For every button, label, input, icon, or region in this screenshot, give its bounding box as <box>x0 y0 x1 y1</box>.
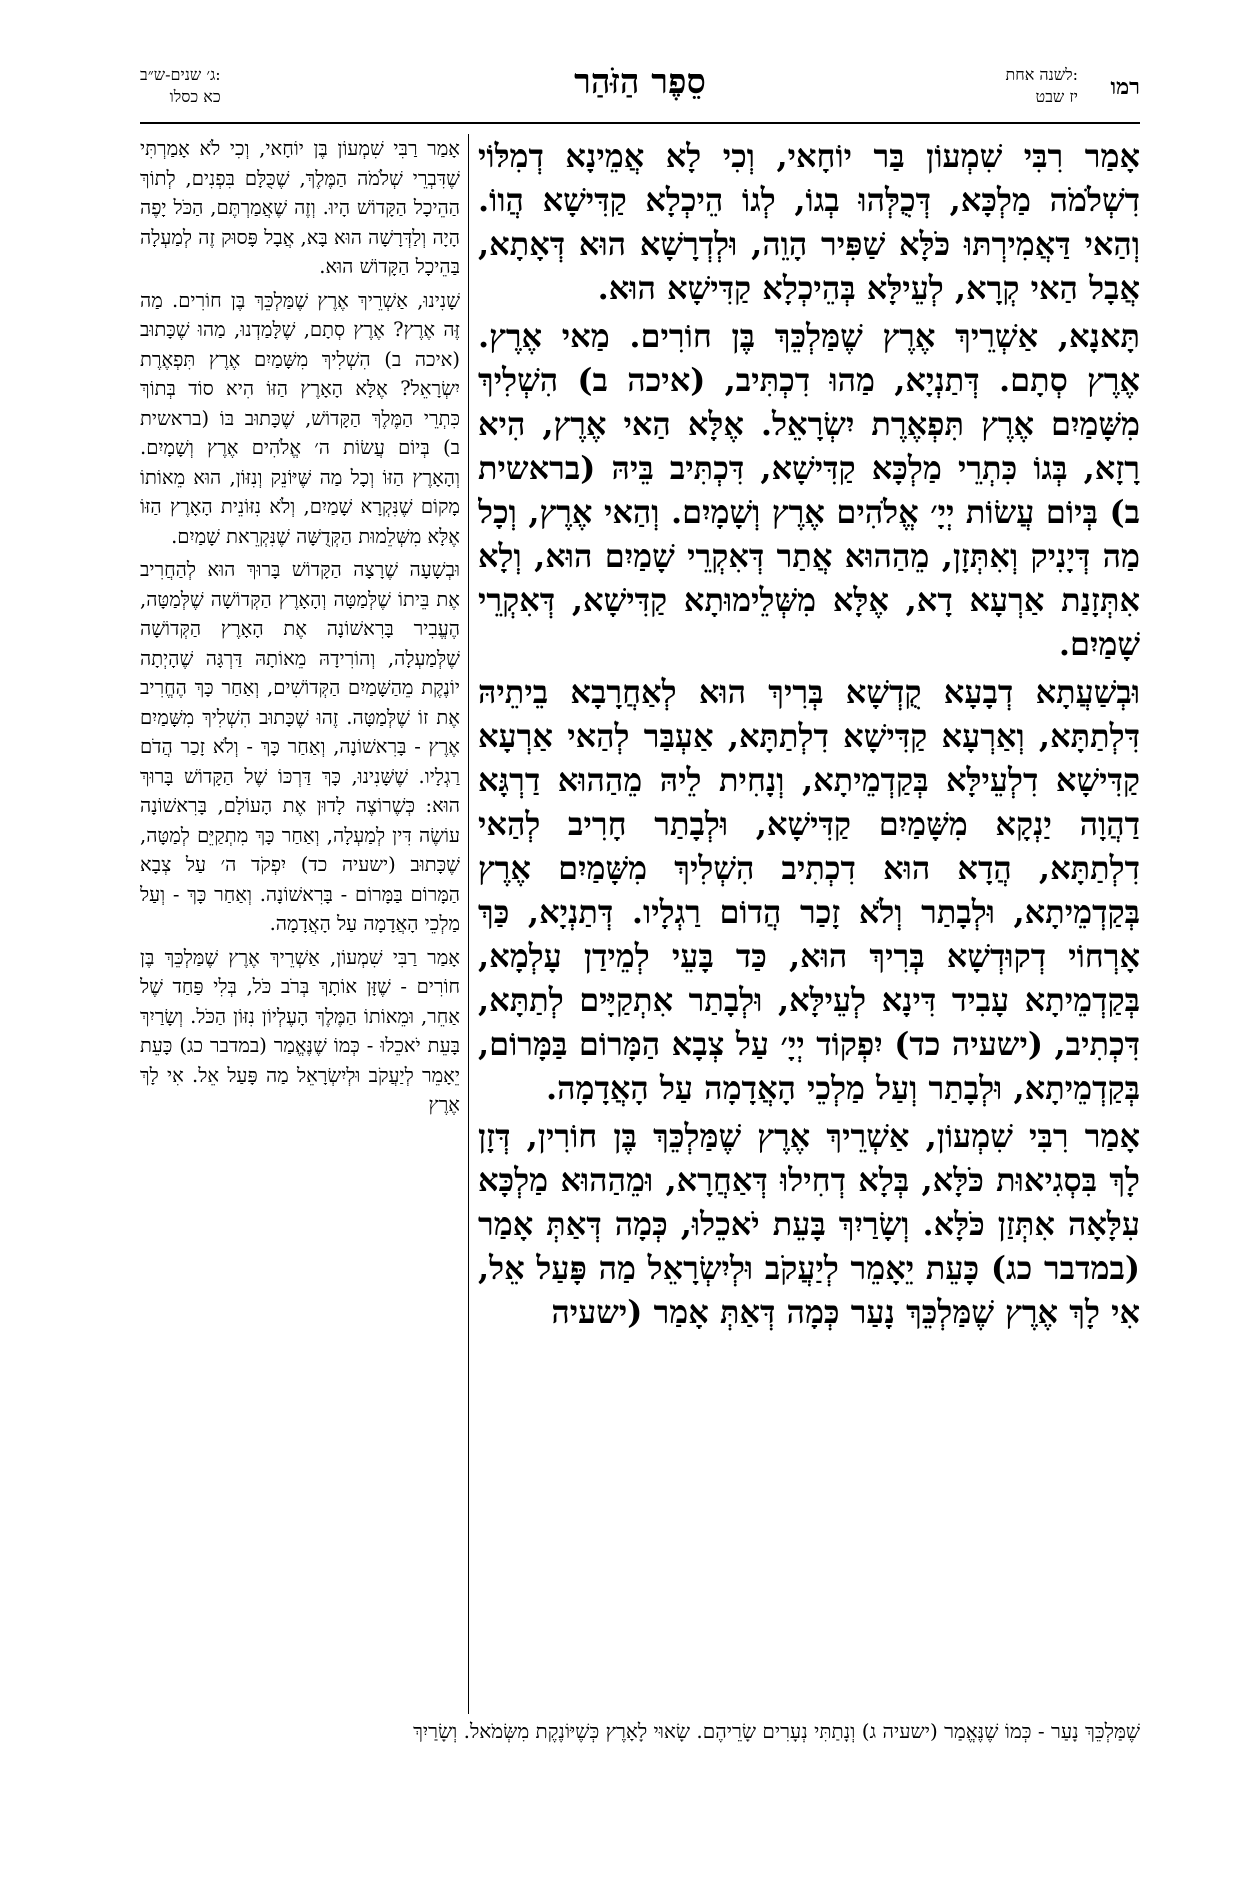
page-header <box>140 62 1140 122</box>
study-schedule-date: יז שבט <box>1035 87 1078 106</box>
footer-continuation-line: שֶׁמַּלְכֵּךְ נָעַר - כְּמוֹ שֶׁנֶּאֱמַר (ישעיה ג) וְנָתַתִּי נְעָרִים שָׂרֵיהֶם. שָׂאוּי לָאָרֶץ כְּשֶׁיּוֹנֶקֶת מִשְּׂמֹאל. וְשָׂרַיִךְ <box>413 1719 1140 1743</box>
page-number: רמו <box>1110 74 1140 100</box>
translation-paragraph: אָמַר רַבִּי שִׁמְעוֹן, אַשְׁרֵיךְ אֶרֶץ שֶׁמַּלְכֵּךְ בֶּן חוֹרִים - שֶׁזָּן אוֹתָךְ בְּרֹב כֹּל, בְּלִי פַּחַד שֶׁל אַחֵר, וּמֵאוֹתוֹ הַמֶּלֶךְ הָעֶלְיוֹן נִזּוֹן הַכֹּל. וְשָׂרַיִךְ בָּעֵת יֹאכֵלוּ - כְּמוֹ שֶׁנֶּאֱמַר (במדבר כג) כָּעֵת יֵאָמֵר לְיַעֲקֹב וּלְיִשְׂרָאֵל מַה פָּעַל אֵל. אִי לָךְ אֶרֶץ <box>140 945 460 1116</box>
cycle-label: ג׳ שנים-ש״ב: <box>140 65 221 84</box>
main-paragraph: תָּאנָא, אַשְׁרֵיךְ אֶרֶץ שֶׁמַּלְכֵּךְ בֶּן חוֹרִים. מַאי אֶרֶץ. אֶרֶץ סְתָם. דְּתַנְיָא, מַהוּ דִכְתִּיב, (איכה ב) הִשְׁלִיךְ מִשָּׁמַיִם אֶרֶץ תִּפְאֶרֶת יִשְׂרָאֵל. אֶלָּא הַאי אֶרֶץ, הִיא רָזָא, בְּגוֹ כִּתְרֵי מַלְכָּא קַדִּישָׁא, דִּכְתִּיב בֵּיהּ (בראשית ב) בְּיוֹם עֲשׂוֹת יְיָ׳ אֱלֹהִים אֶרֶץ וְשָׁמָיִם. וְהַאי אֶרֶץ, וְכָל מַה דְּיָנִיק וְאִתְּזָן, מֵהַהוּא אֲתַר דְּאִקְרֵי שָׁמַיִם הוּא, וְלָא אִתְּזָנַת אַרְעָא דָא, אֶלָּא מִשְּׁלֵימוּתָא קַדִּישָׁא, דְּאִקְרֵי שָׁמַיִם. <box>478 317 1140 663</box>
header-rule <box>140 122 1140 124</box>
book-title: סֵפֶר הַזֹּהַר <box>574 62 706 102</box>
translation-paragraph: שָׁנִינוּ, אַשְׁרֵיךְ אֶרֶץ שֶׁמַּלְכֵּךְ בֶּן חוֹרִים. מַה זֶּה אֶרֶץ? אֶרֶץ סְתָם, שֶׁלָּמַדְנוּ, מַהוּ שֶׁכָּתוּב (איכה ב) הִשְׁלִיךְ מִשָּׁמַיִם אֶרֶץ תִּפְאֶרֶת יִשְׂרָאֵל? אֶלָּא הָאָרֶץ הַזּוֹ הִיא סוֹד בְּתוֹךְ כִּתְרֵי הַמֶּלֶךְ הַקָּדוֹשׁ, שֶׁכָּתוּב בּוֹ (בראשית ב) בְּיוֹם עֲשׂוֹת ה׳ אֱלֹהִים אֶרֶץ וְשָׁמָיִם. וְהָאָרֶץ הַזּוֹ וְכָל מַה שֶּׁיּוֹנֵק וְנִזּוֹן, הוּא מֵאוֹתוֹ מָקוֹם שֶׁנִּקְרָא שָׁמַיִם, וְלֹא נִזּוֹנֵית הָאָרֶץ הַזּוֹ אֶלָּא מִשְּׁלֵמוּת הַקְּדֻשָּׁה שֶׁנִּקְרֵאת שָׁמַיִם. <box>140 288 460 548</box>
translation-paragraph: וּבְשָׁעָה שֶׁרָצָה הַקָּדוֹשׁ בָּרוּךְ הוּא לְהַחֲרִיב אֶת בֵּיתוֹ שֶׁלְּמַטָּה וְהָאָרֶץ הַקְּדוֹשָׁה שֶׁלְּמַטָּה, הֶעֱבִיר בָּרִאשׁוֹנָה אֶת הָאָרֶץ הַקְּדוֹשָׁה שֶׁלְּמַעְלָה, וְהוֹרִידָהּ מֵאוֹתָהּ דַּרְגָּה שֶׁהָיְתָה יוֹנֶקֶת מֵהַשָּׁמַיִם הַקְּדוֹשִׁים, וְאַחַר כָּךְ הֶחֱרִיב אֶת זוֹ שֶׁלְּמַטָּה. זֶהוּ שֶׁכָּתוּב הִשְׁלִיךְ מִשָּׁמַיִם אֶרֶץ - בָּרִאשׁוֹנָה, וְאַחַר כָּךְ - וְלֹא זָכַר הֲדֹם רַגְלָיו. שֶׁשָּׁנִינוּ, כָּךְ דַּרְכּוֹ שֶׁל הַקָּדוֹשׁ בָּרוּךְ הוּא: כְּשֶׁרוֹצֶה לָדוּן אֶת הָעוֹלָם, בָּרִאשׁוֹנָה עוֹשֶׂה דִּין לְמַעְלָה, וְאַחַר כָּךְ מִתְקַיֵּם לְמַטָּה, שֶׁכָּתוּב (ישעיה כד) יִפְקֹד ה׳ עַל צְבָא הַמָּרוֹם בַּמָּרוֹם - בָּרִאשׁוֹנָה. וְאַחַר כָּךְ - וְעַל מַלְכֵי הָאֲדָמָה עַל הָאֲדָמָה. <box>140 558 460 935</box>
aramaic-text-column <box>478 134 1140 1714</box>
main-paragraph: אָמַר רִבִּי שִׁמְעוֹן בַּר יוֹחָאי, וְכִי לָא אֲמֵינָא דְמִלּוֹי דִשְׁלֹמֹה מַלְכָּא, דְּכֻלְּהוּ בְגוֹ, לְגוֹ הֵיכְלָא קַדִּישָׁא הֲווֹ. וְהַאי דַּאֲמִירְתּוּ כֹּלָּא שַׁפִּיר הָוֵה, וּלְדְרָשָׁא הוּא דְּאָתָא, אֲבָל הַאי קְרָא, לְעֵילָּא בְּהֵיכְלָא קַדִּישָׁא הוּא. <box>478 137 1140 307</box>
main-paragraph: אָמַר רִבִּי שִׁמְעוֹן, אַשְׁרֵיךְ אֶרֶץ שֶׁמַּלְכֵּךְ בֶּן חוֹרִין, דְּזָן לָךְ בִּסְגִיאוּת כֹּלָּא, בְּלָא דְחִילוּ דְּאַחֲרָא, וּמֵהַהוּא מַלְכָּא עִלָּאָה אִתְּזַן כֹּלָּא. וְשָׂרַיִךְ בָּעֵת יֹאכֵלוּ, כְּמָה דְּאַתְּ אָמַר (במדבר כג) כָּעֵת יֵאָמֵר לְיַעֲקֹב וּלְיִשְׂרָאֵל מַה פָּעַל אֵל, אִי לָךְ אֶרֶץ שֶׁמַּלְכֵּךְ נָעַר כְּמָה דְּאַתְּ אָמַר (ישעיה <box>478 1117 1140 1331</box>
cycle-date: כא כסלו <box>169 87 221 106</box>
study-schedule-label: לשנה אחת: <box>1005 65 1078 84</box>
study-schedule-three-years <box>140 64 221 108</box>
translation-paragraph: אָמַר רַבִּי שִׁמְעוֹן בֶּן יוֹחָאי, וְכִי לֹא אָמַרְתִּי שֶׁדִּבְרֵי שְׁלֹמֹה הַמֶּלֶךְ, שֶׁכֻּלָּם בִּפְנִים, לְתוֹךְ הַהֵיכָל הַקָּדוֹשׁ הָיוּ. וְזֶה שֶׁאֲמַרְתֶּם, הַכֹּל יָפֶה הָיָה וְלַדְּרָשָׁה הוּא בָּא, אֲבָל פָּסוּק זֶה לְמַעְלָה בַּהֵיכָל הַקָּדוֹשׁ הוּא. <box>140 137 460 278</box>
main-paragraph: וּבְשַׁעֲתָא דְבָעָא קֻדְשָׁא בְּרִיךְ הוּא לְאַחֲרָבָא בֵיתֵיהּ דִּלְתַתָּא, וְאַרְעָא קַדִּישָׁא דִלְתַתָּא, אַעְבַּר לְהַאי אַרְעָא קַדִּישָׁא דִלְעֵילָּא בְּקַדְמֵיתָא, וְנָחִית לֵיהּ מֵהַהוּא דַרְגָּא דַהֲוָה יַנְקָא מִשָּׁמַיִם קַדִּישָׁא, וּלְבָתַר חָרִיב לְהַאי דִלְתַתָּא, הֲדָא הוּא דִכְתִיב הִשְׁלִיךְ מִשָּׁמַיִם אֶרֶץ בְּקַדְמֵיתָא, וּלְבָתַר וְלֹא זָכַר הֲדוֹם רַגְלָיו. דְּתַנְיָא, כַּךְ אָרְחוֹי דְקוּדְשָׁא בְּרִיךְ הוּא, כַּד בָּעֵי לְמֵידַן עָלְמָא, בְּקַדְמֵיתָא עָבִיד דִּינָא לְעֵילָּא, וּלְבָתַר אִתְקַיָּים לְתַתָּא, דִּכְתִיב, (ישעיה כד) יִפְקוֹד יְיָ׳ עַל צְבָא הַמָּרוֹם בַּמָּרוֹם, בְּקַדְמֵיתָא, וּלְבָתַר וְעַל מַלְכֵי הָאֲדָמָה עַל הָאֲדָמָה. <box>478 673 1140 1107</box>
hebrew-translation-column <box>140 134 460 1714</box>
column-divider <box>468 134 469 1714</box>
